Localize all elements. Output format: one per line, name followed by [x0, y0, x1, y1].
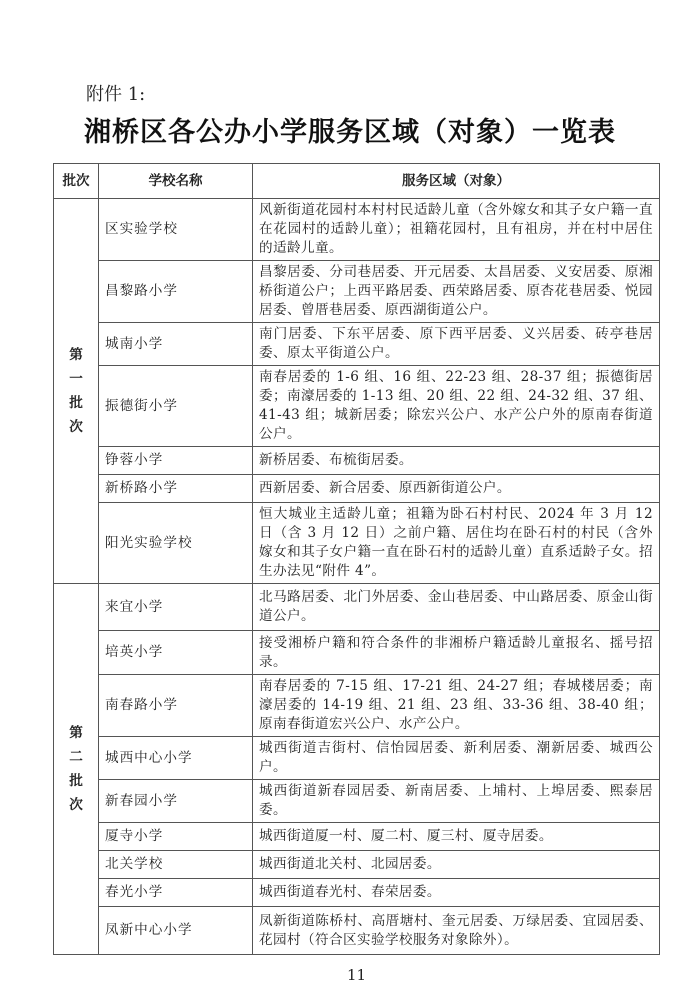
table-row [54, 631, 660, 675]
school-name: 昌黎路小学 [99, 261, 253, 323]
service-area: 风新街道花园村本村村民适龄儿童（含外嫁女和其子女户籍一直在花园村的适龄儿童）；祖籍花园村，且有祖房，并在村中居住的适龄儿童。 [253, 199, 660, 261]
table-row [54, 851, 660, 879]
school-name: 凤新中心小学 [99, 907, 253, 955]
school-service-area-table [53, 163, 660, 955]
school-name: 来宜小学 [99, 584, 253, 631]
table-row [54, 366, 660, 447]
table-row [54, 584, 660, 631]
batch-label: 第二批次 [69, 725, 83, 813]
table-row [54, 907, 660, 955]
service-area: 南门居委、下东平居委、原下西平居委、义兴居委、砖亭巷居委、原太平街道公户。 [253, 323, 660, 366]
service-area: 南春居委的 1-6 组、16 组、22-23 组、28-37 组；振德街居委；南濠居委的 1-13 组、20 组、22 组、24-32 组、37 组、41-43 组；城新居委；除宏兴公户、水产公户外的原南春街道公户。 [253, 366, 660, 447]
school-name: 阳光实验学校 [99, 503, 253, 584]
service-area: 恒大城业主适龄儿童；祖籍为卧石村村民、2024 年 3 月 12 日（含 3 月 12 日）之前户籍、居住均在卧石村的村民（含外嫁女和其子女户籍一直在卧石村的适龄儿童）直系适龄子女。招生办法见“附件 4”。 [253, 503, 660, 584]
school-name: 北关学校 [99, 851, 253, 879]
service-area: 南春居委的 7-15 组、17-21 组、24-27 组；春城楼居委；南濠居委的 14-19 组、21 组、23 组、33-36 组、38-40 组；原南春街道宏兴公户、水产公户。 [253, 675, 660, 737]
school-name: 城南小学 [99, 323, 253, 366]
table-row [54, 503, 660, 584]
school-name: 培英小学 [99, 631, 253, 675]
document-body [53, 163, 660, 985]
batch-cell [54, 199, 99, 584]
service-area: 北马路居委、北门外居委、金山巷居委、中山路居委、原金山街道公户。 [253, 584, 660, 631]
header-area: 服务区域（对象） [253, 164, 660, 199]
header-school: 学校名称 [99, 164, 253, 199]
school-name: 城西中心小学 [99, 737, 253, 780]
table-row [54, 323, 660, 366]
table-row [54, 261, 660, 323]
table-row [54, 475, 660, 503]
service-area: 城西街道北关村、北园居委。 [253, 851, 660, 879]
service-area: 城西街道吉街村、信怡园居委、新利居委、潮新居委、城西公户。 [253, 737, 660, 780]
school-name: 南春路小学 [99, 675, 253, 737]
table-row [54, 823, 660, 851]
service-area: 接受湘桥户籍和符合条件的非湘桥户籍适龄儿童报名、摇号招录。 [253, 631, 660, 675]
service-area: 凤新街道陈桥村、高厝塘村、奎元居委、万绿居委、宜园居委、花园村（符合区实验学校服务对象除外）。 [253, 907, 660, 955]
service-area: 西新居委、新合居委、原西新街道公户。 [253, 475, 660, 503]
table-row [54, 675, 660, 737]
header-batch: 批次 [54, 164, 99, 199]
table-row [54, 780, 660, 823]
table-header-row [54, 164, 660, 199]
school-name: 春光小学 [99, 879, 253, 907]
page-number: 11 [346, 966, 367, 984]
table-row [54, 447, 660, 475]
school-name: 新春园小学 [99, 780, 253, 823]
service-area: 城西街道春光村、春荣居委。 [253, 879, 660, 907]
table-row [54, 879, 660, 907]
service-area: 昌黎居委、分司巷居委、开元居委、太昌居委、义安居委、原湘桥街道公户；上西平路居委、西荣路居委、原杏花巷居委、悦园居委、曾厝巷居委、原西湖街道公户。 [253, 261, 660, 323]
batch-label: 第一批次 [69, 347, 83, 435]
service-area: 新桥居委、布梳街居委。 [253, 447, 660, 475]
school-name: 铮蓉小学 [99, 447, 253, 475]
attachment-label: 附件 1: [86, 84, 146, 105]
school-name: 厦寺小学 [99, 823, 253, 851]
table-row [54, 199, 660, 261]
school-name: 区实验学校 [99, 199, 253, 261]
service-area: 城西街道厦一村、厦二村、厦三村、厦寺居委。 [253, 823, 660, 851]
table-row [54, 737, 660, 780]
page-title: 湘桥区各公办小学服务区域（对象）一览表 [84, 117, 616, 148]
batch-cell [54, 584, 99, 955]
school-name: 振德街小学 [99, 366, 253, 447]
school-name: 新桥路小学 [99, 475, 253, 503]
service-area: 城西街道新春园居委、新南居委、上埔村、上埠居委、熙泰居委。 [253, 780, 660, 823]
